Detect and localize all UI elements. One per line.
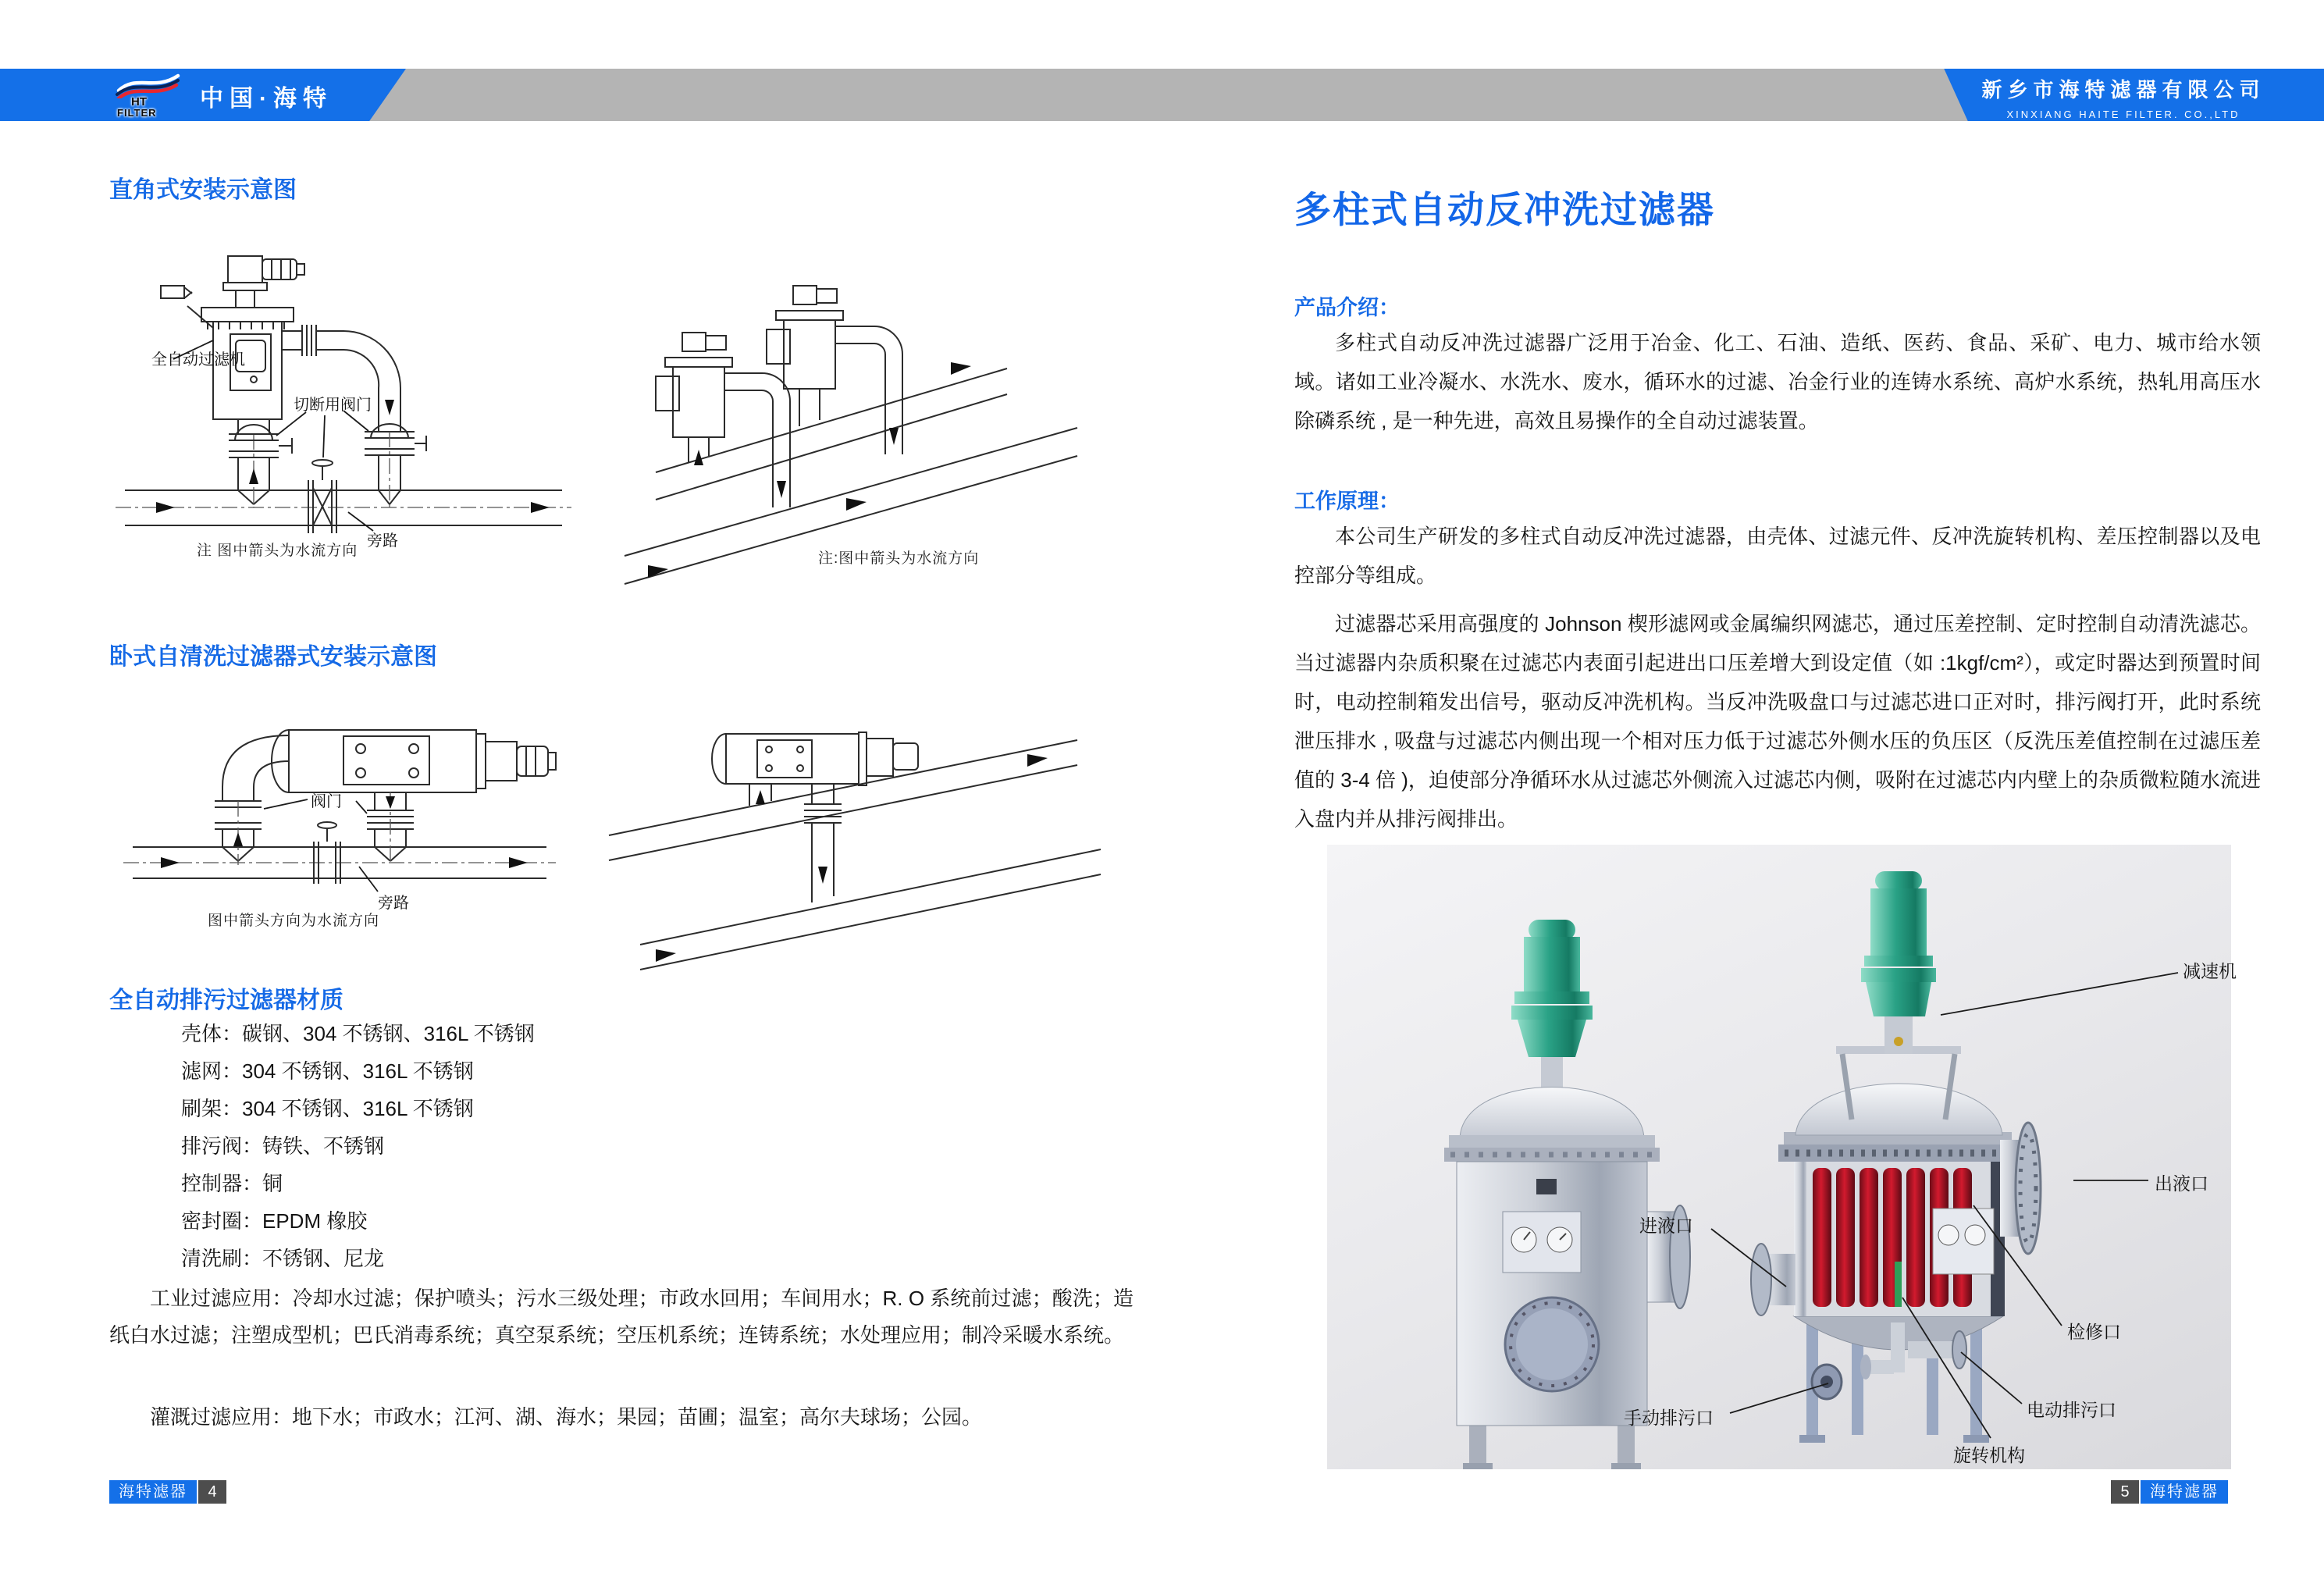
callout-manual-drain: 手动排污口 bbox=[1624, 1408, 1714, 1428]
brand-name: 中国·海特 bbox=[200, 86, 333, 112]
company-name-en: XINXIANG HAITE FILTER. CO.,LTD bbox=[2006, 109, 2240, 120]
callout-access-port: 检修口 bbox=[2067, 1322, 2121, 1342]
diagram1-note: 注 图中箭头为水流方向 bbox=[197, 543, 358, 559]
diagram1-bypass-label: 旁路 bbox=[367, 532, 398, 550]
right-footer-page-number: 5 bbox=[2111, 1480, 2139, 1504]
industrial-applications-paragraph: 工业过滤应用：冷却水过滤；保护喷头；污水三级处理；市政水回用；车间用水；R. O 系统前过滤；酸洗；造纸白水过滤；注塑成型机；巴氏消毒系统；真空泵系统；空压机系统；连铸系统；水处理应用；制冷采暖水系统。 bbox=[109, 1287, 1134, 1347]
company-block bbox=[1967, 74, 2280, 120]
section-title-horizontal-installation: 卧式自清洗过滤器式安装示意图 bbox=[109, 644, 437, 670]
material-item-brush-frame: 刷架：304 不锈钢、316L 不锈钢 bbox=[181, 1097, 474, 1120]
diagram1-machine-label: 全自动过滤机 bbox=[151, 351, 245, 368]
intro-heading: 产品介绍： bbox=[1294, 296, 1400, 319]
diagram2-valve-label: 阀门 bbox=[311, 793, 342, 810]
callout-rotary-mechanism: 旋转机构 bbox=[1953, 1445, 2025, 1465]
horizontal-installation-diagram bbox=[109, 687, 1109, 991]
filter-cutaway bbox=[1751, 871, 2041, 1443]
product-title: 多柱式自动反冲洗过滤器 bbox=[1294, 189, 1715, 230]
diagram1b-note: 注:图中箭头为水流方向 bbox=[818, 550, 980, 567]
callout-gearbox: 减速机 bbox=[2183, 961, 2237, 981]
material-item-screen: 滤网：304 不锈钢、316L 不锈钢 bbox=[181, 1059, 474, 1083]
material-item-controller: 控制器：铜 bbox=[181, 1172, 283, 1195]
diagram1-valve-label: 切断用阀门 bbox=[294, 397, 372, 414]
product-render bbox=[1327, 845, 2231, 1469]
callout-outlet: 出液口 bbox=[2155, 1173, 2208, 1194]
logo-text-ht: HT bbox=[131, 95, 147, 109]
material-item-brush: 清洗刷：不锈钢、尼龙 bbox=[181, 1247, 385, 1270]
callout-inlet: 进液口 bbox=[1639, 1216, 1693, 1236]
callout-electric-drain: 电动排污口 bbox=[2027, 1400, 2116, 1420]
diagram2-bypass-label: 旁路 bbox=[378, 895, 409, 912]
material-item-shell: 壳体：碳钢、304 不锈钢、316L 不锈钢 bbox=[181, 1022, 535, 1045]
materials-list bbox=[181, 1015, 535, 1277]
left-footer-page-number: 4 bbox=[198, 1480, 226, 1504]
product-image bbox=[1327, 845, 2231, 1469]
section-title-right-angle-installation: 直角式安装示意图 bbox=[109, 177, 297, 203]
material-item-drain-valve: 排污阀：铸铁、不锈钢 bbox=[181, 1134, 385, 1158]
logo-text-filter: FILTER bbox=[117, 107, 157, 119]
intro-paragraph: 多柱式自动反冲洗过滤器广泛用于冶金、化工、石油、造纸、医药、食品、采矿、电力、城市给水领域。诸如工业冷凝水、水洗水、废水，循环水的过滤、冶金行业的连铸水系统、高炉水系统，热轧用高压水除磷系统 , 是一种先进，高效且易操作的全自动过滤装置。 bbox=[1294, 331, 2261, 433]
material-item-seal: 密封圈：EPDM 橡胶 bbox=[181, 1209, 368, 1233]
principle-heading: 工作原理： bbox=[1294, 489, 1400, 513]
principle-paragraph-2: 过滤器芯采用高强度的 Johnson 楔形滤网或金属编织网滤芯，通过压差控制、定时控制自动清洗滤芯。当过滤器内杂质积聚在过滤芯内表面引起进出口压差增大到设定值（如 :1kgf/cm²），或定时器达到预置时间时，电动控制箱发出信号，驱动反冲洗机构。当反冲洗吸盘口与过滤芯进口正对时，排污阀打开，此时系统泄压排水 , 吸盘与过滤芯内侧出现一个相对压力低于过滤芯外侧水压的负压区（反洗压差值控制在过滤压差值的 3-4 倍 )，迫使部分净循环水从过滤芯外侧流入过滤芯内侧，吸附在过滤芯内内壁上的杂质微粒随水流进入盘内并从排污阀排出。 bbox=[1294, 612, 2261, 831]
left-footer-brand: 海特滤器 bbox=[109, 1480, 197, 1504]
right-footer-brand: 海特滤器 bbox=[2141, 1480, 2228, 1504]
ht-filter-logo-icon bbox=[114, 72, 183, 98]
company-name-cn: 新乡市海特滤器有限公司 bbox=[1981, 78, 2265, 101]
filter-exterior bbox=[1444, 920, 1690, 1469]
section-title-materials: 全自动排污过滤器材质 bbox=[109, 988, 343, 1013]
principle-paragraph-1: 本公司生产研发的多柱式自动反冲洗过滤器，由壳体、过滤元件、反冲洗旋转机构、差压控制器以及电控部分等组成。 bbox=[1294, 525, 2261, 587]
irrigation-applications-paragraph: 灌溉过滤应用：地下水；市政水；江河、湖、海水；果园；苗圃；温室；高尔夫球场；公园。 bbox=[150, 1405, 983, 1429]
diagram2-note: 图中箭头方向为水流方向 bbox=[208, 913, 380, 929]
